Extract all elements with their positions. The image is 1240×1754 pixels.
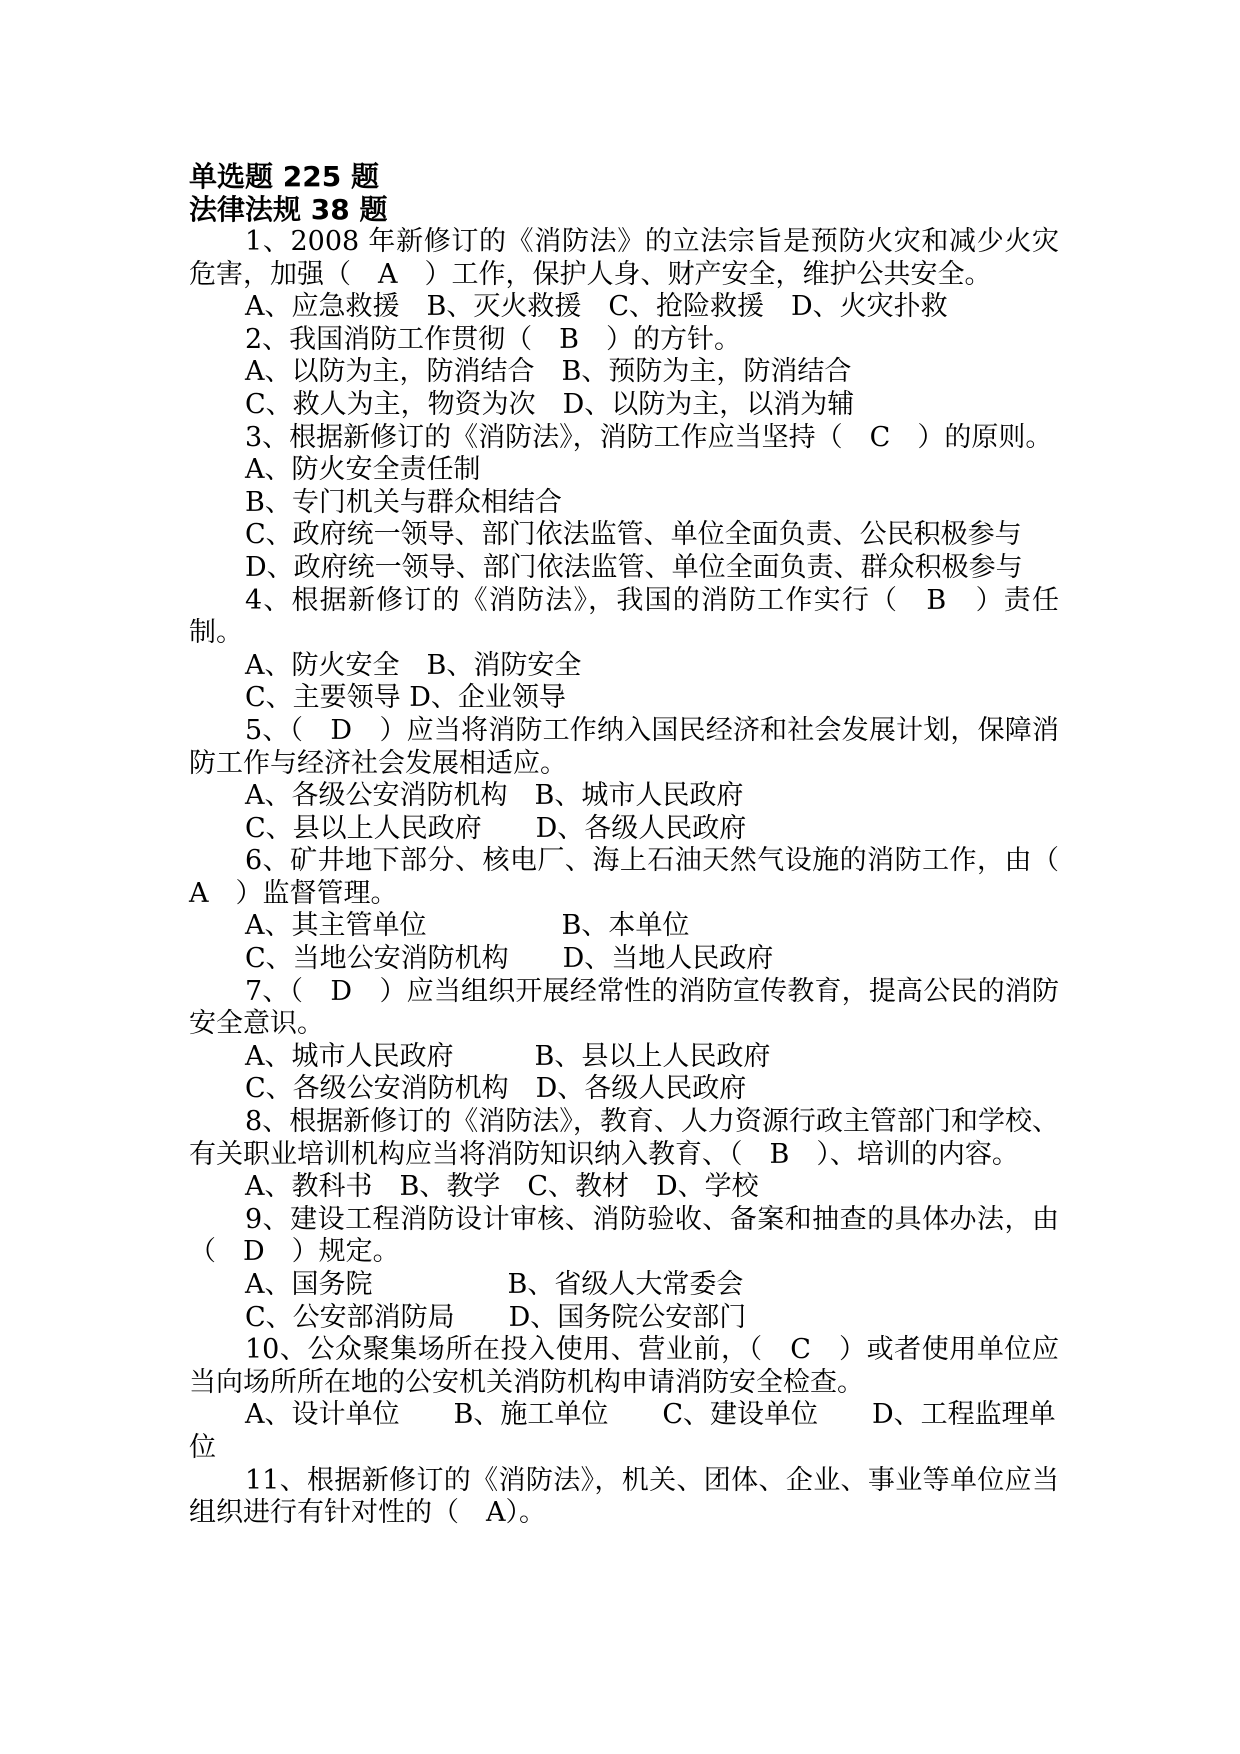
question-line: 3、根据新修订的《消防法》，消防工作应当坚持（ C ）的原则。	[245, 421, 1053, 453]
option-line: A、城市人民政府 B、县以上人民政府	[245, 1040, 771, 1072]
question-line: 9、建设工程消防设计审核、消防验收、备案和抽查的具体办法，由（ D ）规定。	[189, 1203, 1059, 1268]
option-line: C、公安部消防局 D、国务院公安部门	[245, 1301, 747, 1333]
option-line: A、防火安全责任制	[245, 454, 481, 486]
option-line: A、防火安全 B、消防安全	[245, 649, 582, 681]
question-line: 2、我国消防工作贯彻（ B ）的方针。	[245, 323, 742, 355]
document-body	[189, 160, 1086, 1530]
section-heading: 单选题 225 题	[189, 160, 379, 193]
option-line: C、救人为主，物资为次 D、以防为主，以消为辅	[245, 388, 855, 420]
option-line: C、政府统一领导、部门依法监管、单位全面负责、公民积极参与	[245, 519, 1022, 551]
option-line: C、主要领导 D、企业领导	[245, 682, 566, 714]
option-line: D、政府统一领导、部门依法监管、单位全面负责、群众积极参与	[245, 551, 1023, 583]
option-line: A、应急救援 B、灭火救援 C、抢险救援 D、火灾扑救	[245, 291, 948, 323]
option-line: A、以防为主，防消结合 B、预防为主，防消结合	[245, 356, 852, 388]
question-line: 8、根据新修订的《消防法》，教育、人力资源行政主管部门和学校、有关职业培训机构应当将消防知识纳入教育、（ B ）、培训的内容。	[189, 1106, 1059, 1170]
option-line: A、教科书 B、教学 C、教材 D、学校	[245, 1171, 759, 1203]
question-line: 1、2008 年新修订的《消防法》的立法宗旨是预防火灾和减少火灾危害，加强（ A ）工作，保护人身、财产安全，维护公共安全。	[189, 226, 1059, 290]
question-line: 5、（ D ）应当将消防工作纳入国民经济和社会发展计划，保障消防工作与经济社会发展相适应。	[189, 714, 1059, 779]
subsection-heading: 法律法规 38 题	[189, 193, 388, 226]
option-line: A、各级公安消防机构 B、城市人民政府	[245, 780, 744, 812]
question-line: 10、公众聚集场所在投入使用、营业前，（ C ）或者使用单位应当向场所所在地的公安机关消防机构申请消防安全检查。	[189, 1334, 1059, 1398]
question-line: 11、根据新修订的《消防法》，机关、团体、企业、事业等单位应当组织进行有针对性的（ A）。	[189, 1464, 1059, 1529]
option-line: A、其主管单位 B、本单位	[245, 910, 690, 942]
option-line: C、当地公安消防机构 D、当地人民政府	[245, 943, 774, 975]
option-line: C、县以上人民政府 D、各级人民政府	[245, 812, 747, 844]
question-line: 7、（ D ）应当组织开展经常性的消防宣传教育，提高公民的消防安全意识。	[189, 975, 1059, 1040]
option-line: B、专门机关与群众相结合	[245, 486, 562, 518]
question-line: 6、矿井地下部分、核电厂、海上石油天然气设施的消防工作，由（ A ）监督管理。	[189, 845, 1086, 909]
question-line: 4、根据新修订的《消防法》，我国的消防工作实行（ B ）责任制。	[189, 584, 1059, 649]
option-line: A、设计单位 B、施工单位 C、建设单位 D、工程监理单位	[189, 1399, 1056, 1463]
option-line: C、各级公安消防机构 D、各级人民政府	[245, 1073, 747, 1105]
option-line: A、国务院 B、省级人大常委会	[245, 1269, 744, 1300]
